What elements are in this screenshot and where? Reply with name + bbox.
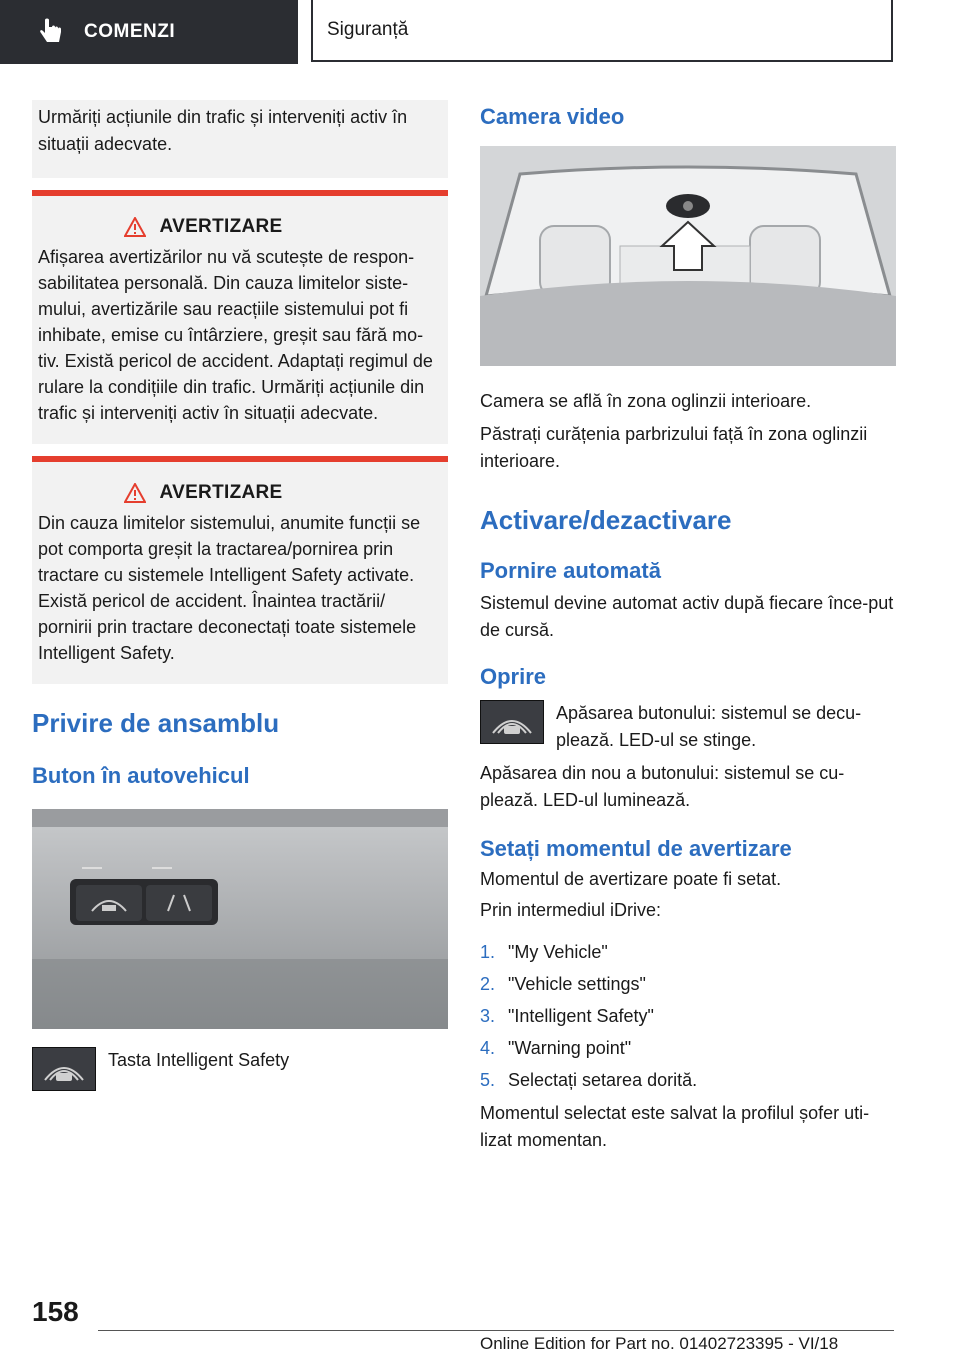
footer-edition: Online Edition for Part no. 01402723395 - VI/18 [480, 1334, 839, 1353]
camera-clean-text: Păstrați curățenia parbrizului față în zona oglinzii interioare. [480, 424, 868, 471]
list-item: 3. "Intelligent Safety" [480, 1006, 654, 1026]
tab-section-label: Siguranță [327, 19, 409, 40]
list-item: 1. "My Vehicle" [480, 942, 608, 962]
warning-title: AVERTIZARE [159, 216, 283, 237]
tab-comenzi-label: COMENZI [84, 21, 176, 42]
camera-title: Camera video [480, 104, 625, 129]
idrive-steps [480, 936, 896, 1096]
warning-header [0, 480, 438, 506]
list-item: 5. Selectați setarea dorită. [480, 1070, 698, 1090]
subsection-title: Buton în autovehicul [32, 763, 250, 788]
tab-comenzi[interactable] [0, 0, 298, 64]
warning-time-title: Setați momentul de avertizare [480, 836, 792, 861]
warning-header [0, 214, 438, 240]
off-icon-row [480, 700, 896, 754]
final-text: Momentul selectat este salvat la profilul șofer uti-lizat momentan. [480, 1103, 870, 1150]
button-caption-row [32, 1047, 448, 1091]
warning-triangle-icon [124, 483, 146, 503]
headliner-buttons-image [32, 809, 448, 1029]
off-title: Oprire [480, 664, 547, 689]
footer-divider [98, 1330, 894, 1331]
button-photo [32, 809, 448, 1029]
list-item: 4. "Warning point" [480, 1038, 632, 1058]
button-caption: Tasta Intelligent Safety [108, 1050, 290, 1070]
intro-text: Urmăriți acțiunile din trafic și interveniți activ în situații adecvate. [38, 107, 408, 154]
warning-time-text-2: Prin intermediul iDrive: [480, 900, 662, 920]
intro-box [32, 100, 448, 178]
right-column [480, 100, 896, 1154]
left-column [32, 100, 448, 1091]
camera-location-text: Camera se află în zona oglinzii interioare. [480, 391, 812, 411]
rear-window-camera-image [480, 146, 896, 366]
warning-text: Din cauza limitelor sistemului, anumite funcții se pot comporta greșit la tractarea/pornirea prin tractare cu sistemele Intelligent Safety activate. Există pericol de accident. Înaintea tractării/ pornirii prin tractare deconectați toate sistemele Intelligent Safety. [38, 513, 421, 663]
auto-start-text: Sistemul devine automat activ după fiecare înce-put de cursă. [480, 593, 894, 640]
intelligent-safety-button-icon [32, 1047, 96, 1091]
off-text-2: Apăsarea din nou a butonului: sistemul se cu-plează. LED-ul luminează. [480, 763, 845, 810]
intelligent-safety-button-icon [480, 700, 544, 744]
tab-section[interactable] [311, 0, 893, 62]
warning-time-text-1: Momentul de avertizare poate fi setat. [480, 869, 782, 889]
warning-text: Afișarea avertizărilor nu vă scutește de respon-sabilitatea personală. Din cauza limitelor siste-mului, avertizările sau reacțiile sistemului pot fi inhibate, emise cu întârziere, greșit sau fără mo-tiv. Există pericol de accident. Adaptați regimul de rulare la condițiile din trafic. Urmăriți acțiunile din trafic și interveniți activ în situații adecvate. [38, 247, 433, 423]
off-icon-text: Apăsarea butonului: sistemul se decu-plează. LED-ul se stinge. [556, 703, 862, 750]
page-number: 158 [32, 1296, 79, 1327]
activation-title: Activare/dezactivare [480, 505, 732, 535]
page-header [0, 0, 960, 66]
auto-start-title: Pornire automată [480, 558, 661, 583]
section-title: Privire de ansamblu [32, 708, 280, 738]
hand-pointer-icon [38, 17, 68, 47]
camera-photo [480, 146, 896, 366]
warning-box-2 [32, 456, 448, 684]
warning-triangle-icon [124, 217, 146, 237]
warning-title: AVERTIZARE [159, 482, 283, 503]
warning-box-1 [32, 190, 448, 444]
list-item: 2. "Vehicle settings" [480, 974, 646, 994]
